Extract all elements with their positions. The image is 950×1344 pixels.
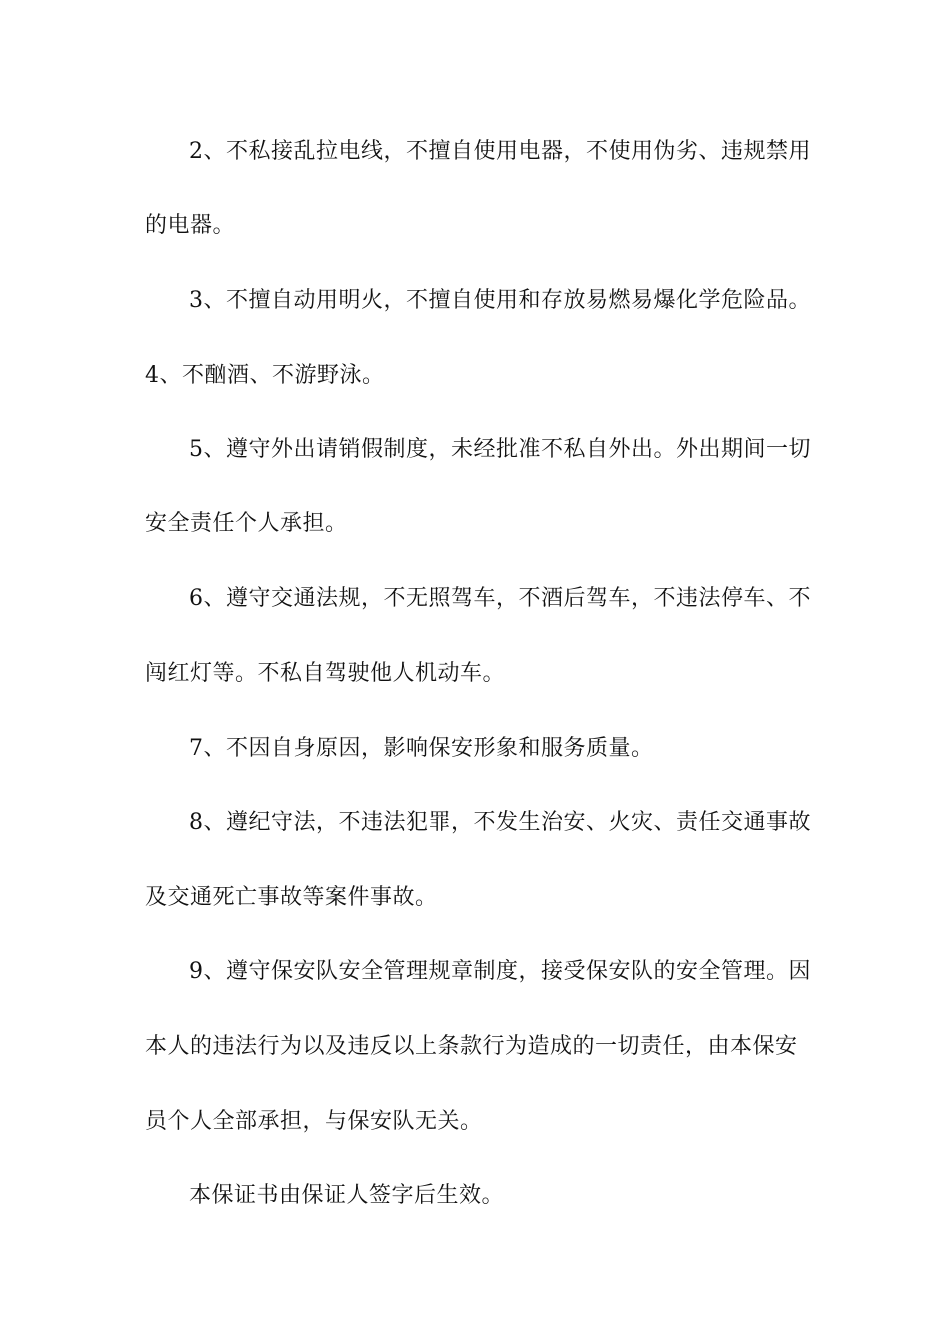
clause-7-line-1: 7、不因自身原因，影响保安形象和服务质量。	[189, 736, 654, 761]
clause-2-line-2: 的电器。	[145, 213, 236, 238]
clause-8-line-2: 及交通死亡事故等案件事故。	[145, 885, 438, 910]
clause-2-line-1: 2、不私接乱拉电线，不擅自使用电器，不使用伪劣、违规禁用	[189, 139, 811, 164]
clause-3-line-1: 3、不擅自动用明火，不擅自使用和存放易燃易爆化学危险品。	[189, 288, 811, 313]
clause-6-line-2: 闯红灯等。不私自驾驶他人机动车。	[145, 661, 506, 686]
clause-5-line-2: 安全责任个人承担。	[145, 511, 348, 536]
clause-6-line-1: 6、遵守交通法规，不无照驾车，不酒后驾车，不违法停车、不	[189, 586, 811, 611]
clause-9-line-1: 9、遵守保安队安全管理规章制度，接受保安队的安全管理。因	[189, 959, 811, 984]
clause-9-line-3: 员个人全部承担，与保安队无关。	[145, 1109, 483, 1134]
clause-5-line-1: 5、遵守外出请销假制度，未经批准不私自外出。外出期间一切	[189, 437, 811, 462]
closing-statement: 本保证书由保证人签字后生效。	[189, 1183, 505, 1208]
clause-9-line-2: 本人的违法行为以及违反以上条款行为造成的一切责任，由本保安	[145, 1034, 798, 1059]
clause-8-line-1: 8、遵纪守法，不违法犯罪，不发生治安、火灾、责任交通事故	[189, 810, 811, 835]
clause-4-line-1: 4、不酗酒、不游野泳。	[145, 363, 385, 388]
